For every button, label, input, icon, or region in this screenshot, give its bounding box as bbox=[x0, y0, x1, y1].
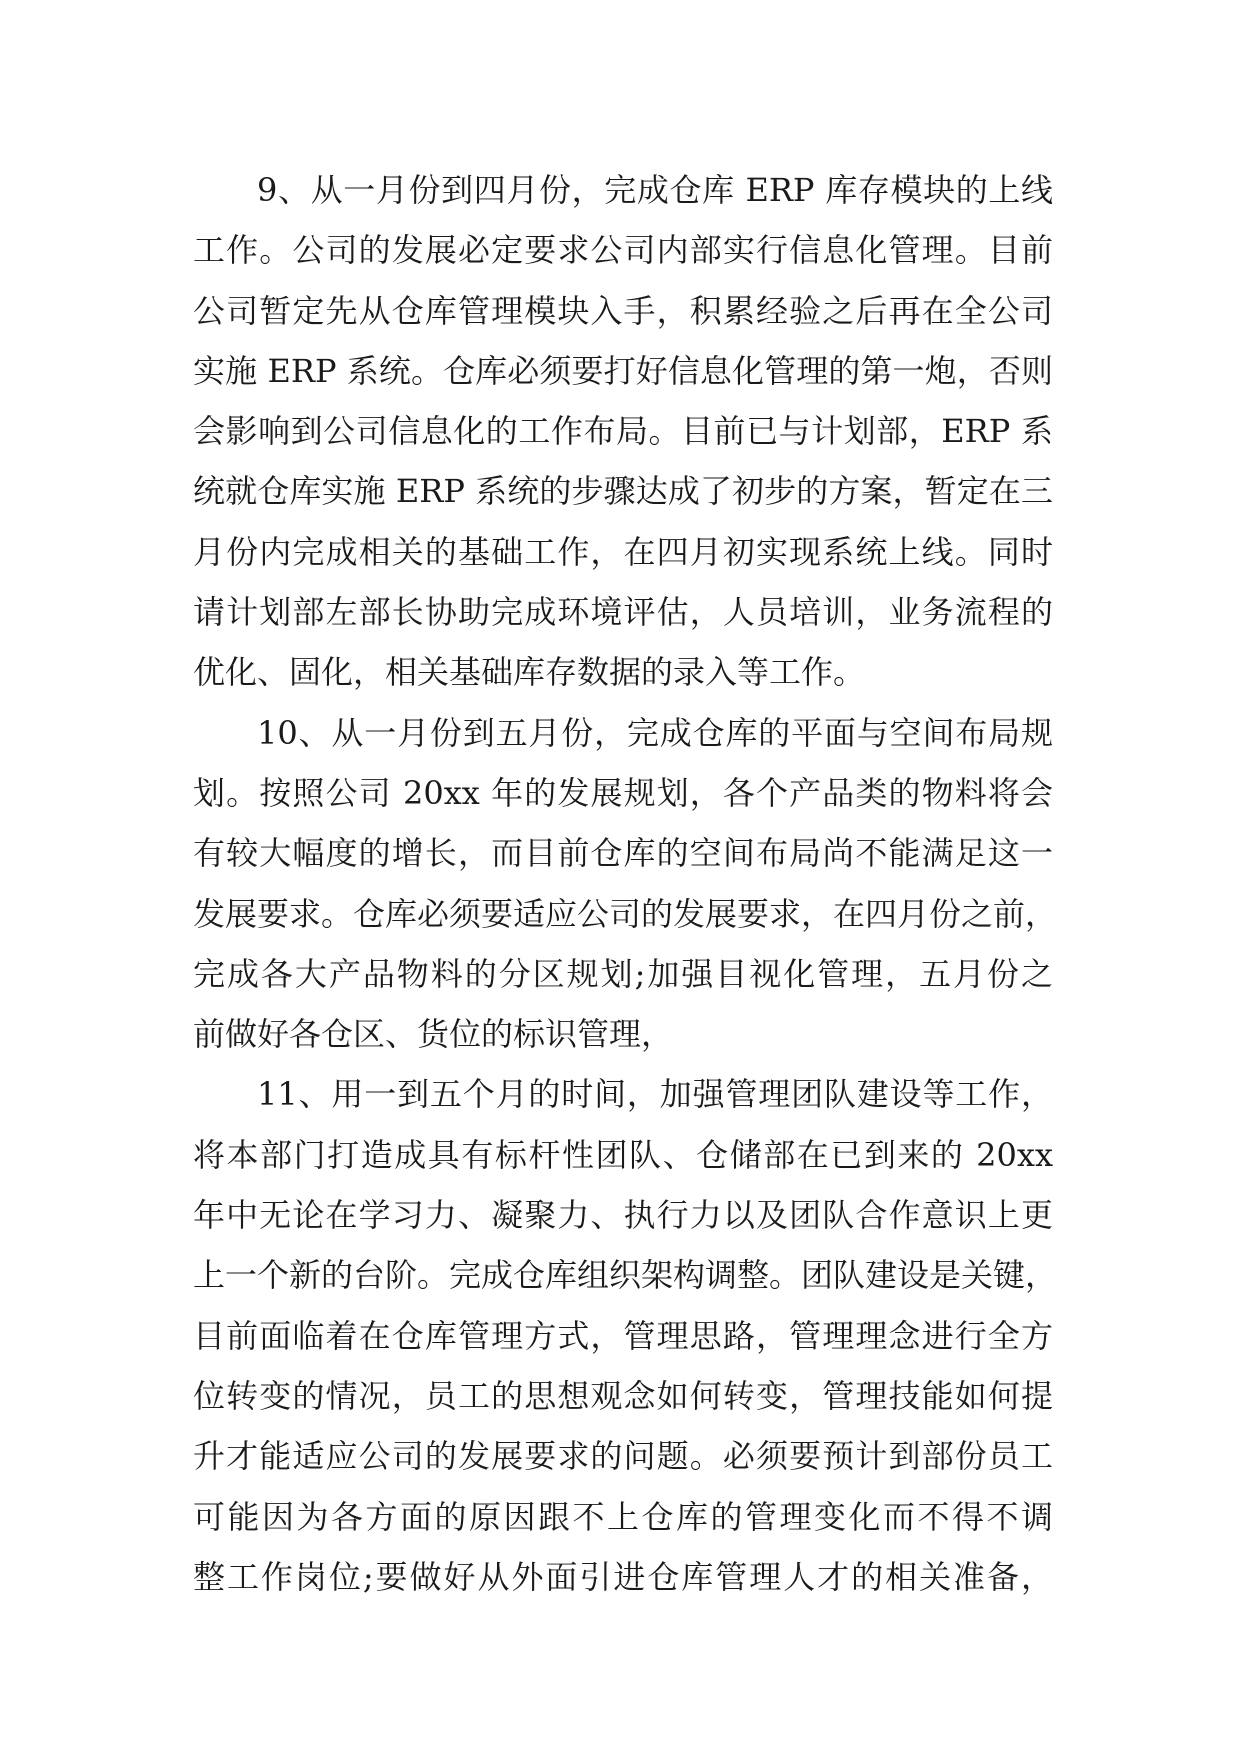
text-line: 实施 ERP 系统。仓库必须要打好信息化管理的第一炮，否则 bbox=[193, 351, 1053, 390]
text-line: 年中无论在学习力、凝聚力、执行力以及团队合作意识上更 bbox=[193, 1196, 1053, 1235]
paragraph-9 bbox=[193, 160, 1053, 703]
text-line: 升才能适应公司的发展要求的问题。必须要预计到部份员工 bbox=[193, 1437, 1053, 1476]
text-line: 可能因为各方面的原因跟不上仓库的管理变化而不得不调 bbox=[193, 1497, 1053, 1536]
text-line: 上一个新的台阶。完成仓库组织架构调整。团队建设是关键， bbox=[193, 1256, 1058, 1295]
text-line: 有较大幅度的增长，而目前仓库的空间布局尚不能满足这一 bbox=[193, 834, 1053, 873]
text-line: 划。按照公司 20xx 年的发展规划，各个产品类的物料将会 bbox=[193, 773, 1053, 812]
text-line: 发展要求。仓库必须要适应公司的发展要求，在四月份之前， bbox=[193, 894, 1058, 933]
text-line: 10、从一月份到五月份，完成仓库的平面与空间布局规 bbox=[257, 713, 1053, 752]
text-line: 前做好各仓区、货位的标识管理， bbox=[193, 1015, 674, 1054]
text-line: 将本部门打造成具有标杆性团队、仓储部在已到来的 20xx bbox=[193, 1135, 1053, 1174]
text-line: 公司暂定先从仓库管理模块入手，积累经验之后再在全公司 bbox=[193, 291, 1053, 330]
document-body bbox=[193, 160, 1058, 1607]
text-line: 整工作岗位;要做好从外面引进仓库管理人才的相关准备， bbox=[193, 1557, 1053, 1596]
text-line: 统就仓库实施 ERP 系统的步骤达成了初步的方案，暂定在三 bbox=[193, 472, 1053, 511]
text-line: 优化、固化，相关基础库存数据的录入等工作。 bbox=[193, 653, 866, 692]
text-line: 会影响到公司信息化的工作布局。目前已与计划部，ERP 系 bbox=[193, 412, 1053, 451]
paragraph-10 bbox=[193, 703, 1058, 1065]
text-line: 位转变的情况，员工的思想观念如何转变，管理技能如何提 bbox=[193, 1376, 1053, 1415]
paragraph-11 bbox=[193, 1064, 1058, 1607]
text-line: 目前面临着在仓库管理方式，管理思路，管理理念进行全方 bbox=[193, 1316, 1053, 1355]
text-line: 11、用一到五个月的时间，加强管理团队建设等工作， bbox=[257, 1075, 1053, 1114]
text-line: 9、从一月份到四月份，完成仓库 ERP 库存模块的上线 bbox=[257, 171, 1053, 209]
text-line: 完成各大产品物料的分区规划;加强目视化管理，五月份之 bbox=[193, 954, 1053, 993]
text-line: 请计划部左部长协助完成环境评估，人员培训，业务流程的 bbox=[193, 593, 1053, 632]
text-line: 工作。公司的发展必定要求公司内部实行信息化管理。目前 bbox=[193, 231, 1053, 270]
text-line: 月份内完成相关的基础工作，在四月初实现系统上线。同时 bbox=[193, 532, 1053, 571]
